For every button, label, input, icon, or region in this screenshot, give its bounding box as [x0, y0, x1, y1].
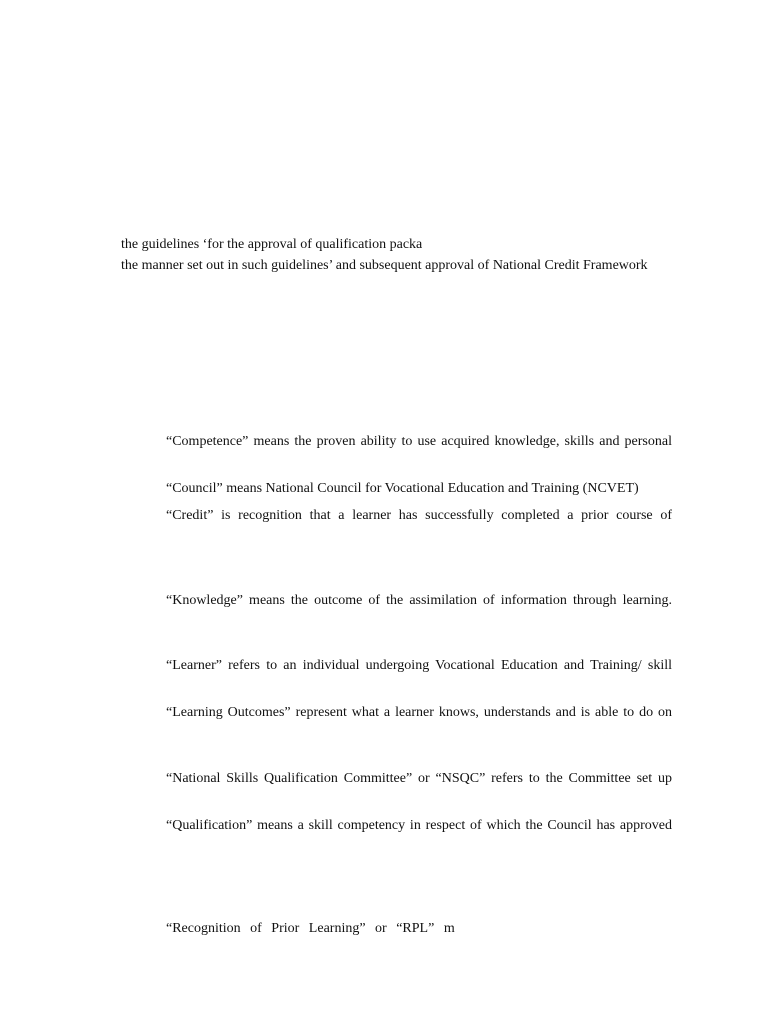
definition-council: “Council” means National Council for Vocational Education and Training (NCVET) [166, 481, 639, 496]
definition-qualification: “Qualification” means a skill competency in respect of which the Council has approved [166, 818, 672, 833]
definition-competence: “Competence” means the proven ability to use acquired knowledge, skills and personal [166, 434, 672, 449]
definition-rpl: “Recognition of Prior Learning” or “RPL” m [166, 921, 455, 936]
intro-line-2: the manner set out in such guidelines’ and subsequent approval of National Credit Framework [121, 258, 648, 273]
definition-learning-outcomes: “Learning Outcomes” represent what a learner knows, understands and is able to do on [166, 705, 672, 720]
definition-knowledge: “Knowledge” means the outcome of the assimilation of information through learning. [166, 593, 672, 608]
definition-learner: “Learner” refers to an individual undergoing Vocational Education and Training/ skill [166, 658, 672, 673]
definition-credit: “Credit” is recognition that a learner has successfully completed a prior course of [166, 508, 672, 523]
intro-line-1: the guidelines ‘for the approval of qualification packa [121, 237, 423, 252]
definition-nsqc: “National Skills Qualification Committee” or “NSQC” refers to the Committee set up [166, 771, 672, 786]
